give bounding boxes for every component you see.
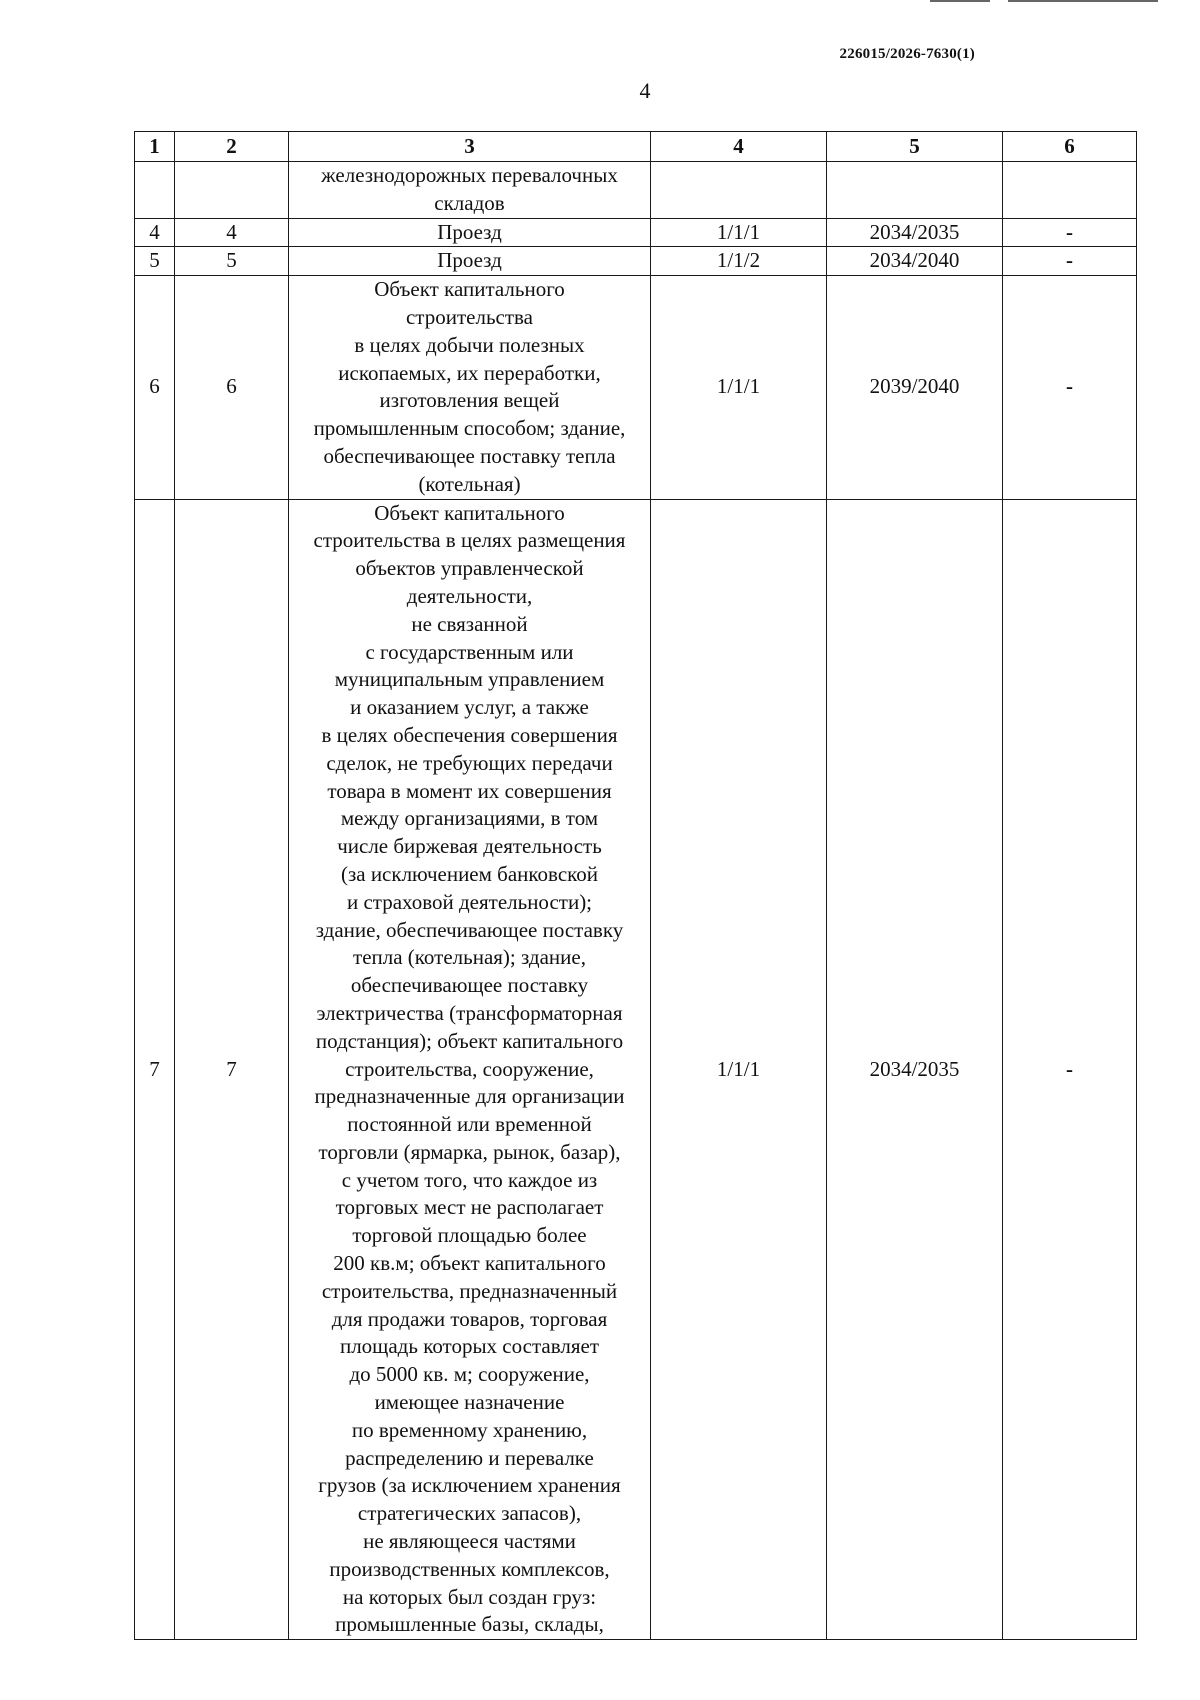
register-table [134, 131, 1137, 1640]
cell-years: 2039/2040 [827, 276, 1003, 499]
cell-code: 1/1/2 [651, 247, 827, 276]
cell-description: Проезд [289, 218, 651, 247]
cell-number: 4 [135, 218, 175, 247]
cell-description: железнодорожных перевалочных складов [289, 162, 651, 219]
cell-number: 7 [135, 499, 175, 1640]
table-row [135, 276, 1137, 499]
cell-note: - [1003, 499, 1137, 1640]
cell-number [135, 162, 175, 219]
table-row [135, 499, 1137, 1640]
page-number: 4 [639, 78, 651, 103]
column-header-6: 6 [1003, 132, 1137, 162]
cell-object-number: 4 [175, 218, 289, 247]
cell-years: 2034/2035 [827, 499, 1003, 1640]
cell-description: Проезд [289, 247, 651, 276]
cell-description: Объект капитального строительства в целях размещения объектов управленческой деятельности, не связанной с государственным или муниципальным управлением и оказанием услуг, а также в целях обеспечения совершения сделок, не требующих передачи товара в момент их совершения между организациями, в том числе биржевая деятельность (за исключением банковской и страховой деятельности); здание, обеспечивающее поставку тепла (котельная); здание, обеспечивающее поставку электричества (трансформаторная подстанция); объект капитального строительства, сооружение, предназначенные для организации постоянной или временной торговли (ярмарка, рынок, базар), с учетом того, что каждое из торговых мест не располагает торговой площадью более 200 кв.м; объект капитального строительства, предназначенный для продажи товаров, торговая площадь которых составляет до 5000 кв. м; сооружение, имеющее назначение по временному хранению, распределению и перевалке грузов (за исключением хранения стратегических запасов), не являющееся частями производственных комплексов, на которых был создан груз: промышленные базы, склады, [289, 499, 651, 1640]
cell-note: - [1003, 276, 1137, 499]
header-row [135, 132, 1137, 162]
cell-years: 2034/2040 [827, 247, 1003, 276]
column-header-3: 3 [289, 132, 651, 162]
column-header-5: 5 [827, 132, 1003, 162]
cell-object-number: 5 [175, 247, 289, 276]
table-row [135, 162, 1137, 219]
cell-note: - [1003, 247, 1137, 276]
cell-note [1003, 162, 1137, 219]
column-header-4: 4 [651, 132, 827, 162]
table-row [135, 247, 1137, 276]
cell-years: 2034/2035 [827, 218, 1003, 247]
cell-code: 1/1/1 [651, 499, 827, 1640]
cell-code: 1/1/1 [651, 276, 827, 499]
cell-years [827, 162, 1003, 219]
column-header-1: 1 [135, 132, 175, 162]
scan-edge-marks [930, 0, 1160, 3]
cell-number: 5 [135, 247, 175, 276]
document-id: 226015/2026-7630(1) [839, 46, 975, 62]
table-row [135, 218, 1137, 247]
column-header-2: 2 [175, 132, 289, 162]
cell-code [651, 162, 827, 219]
cell-object-number [175, 162, 289, 219]
cell-number: 6 [135, 276, 175, 499]
cell-object-number: 7 [175, 499, 289, 1640]
cell-note: - [1003, 218, 1137, 247]
cell-object-number: 6 [175, 276, 289, 499]
cell-description: Объект капитального строительства в целях добычи полезных ископаемых, их переработки, изготовления вещей промышленным способом; здание, обеспечивающее поставку тепла (котельная) [289, 276, 651, 499]
cell-code: 1/1/1 [651, 218, 827, 247]
